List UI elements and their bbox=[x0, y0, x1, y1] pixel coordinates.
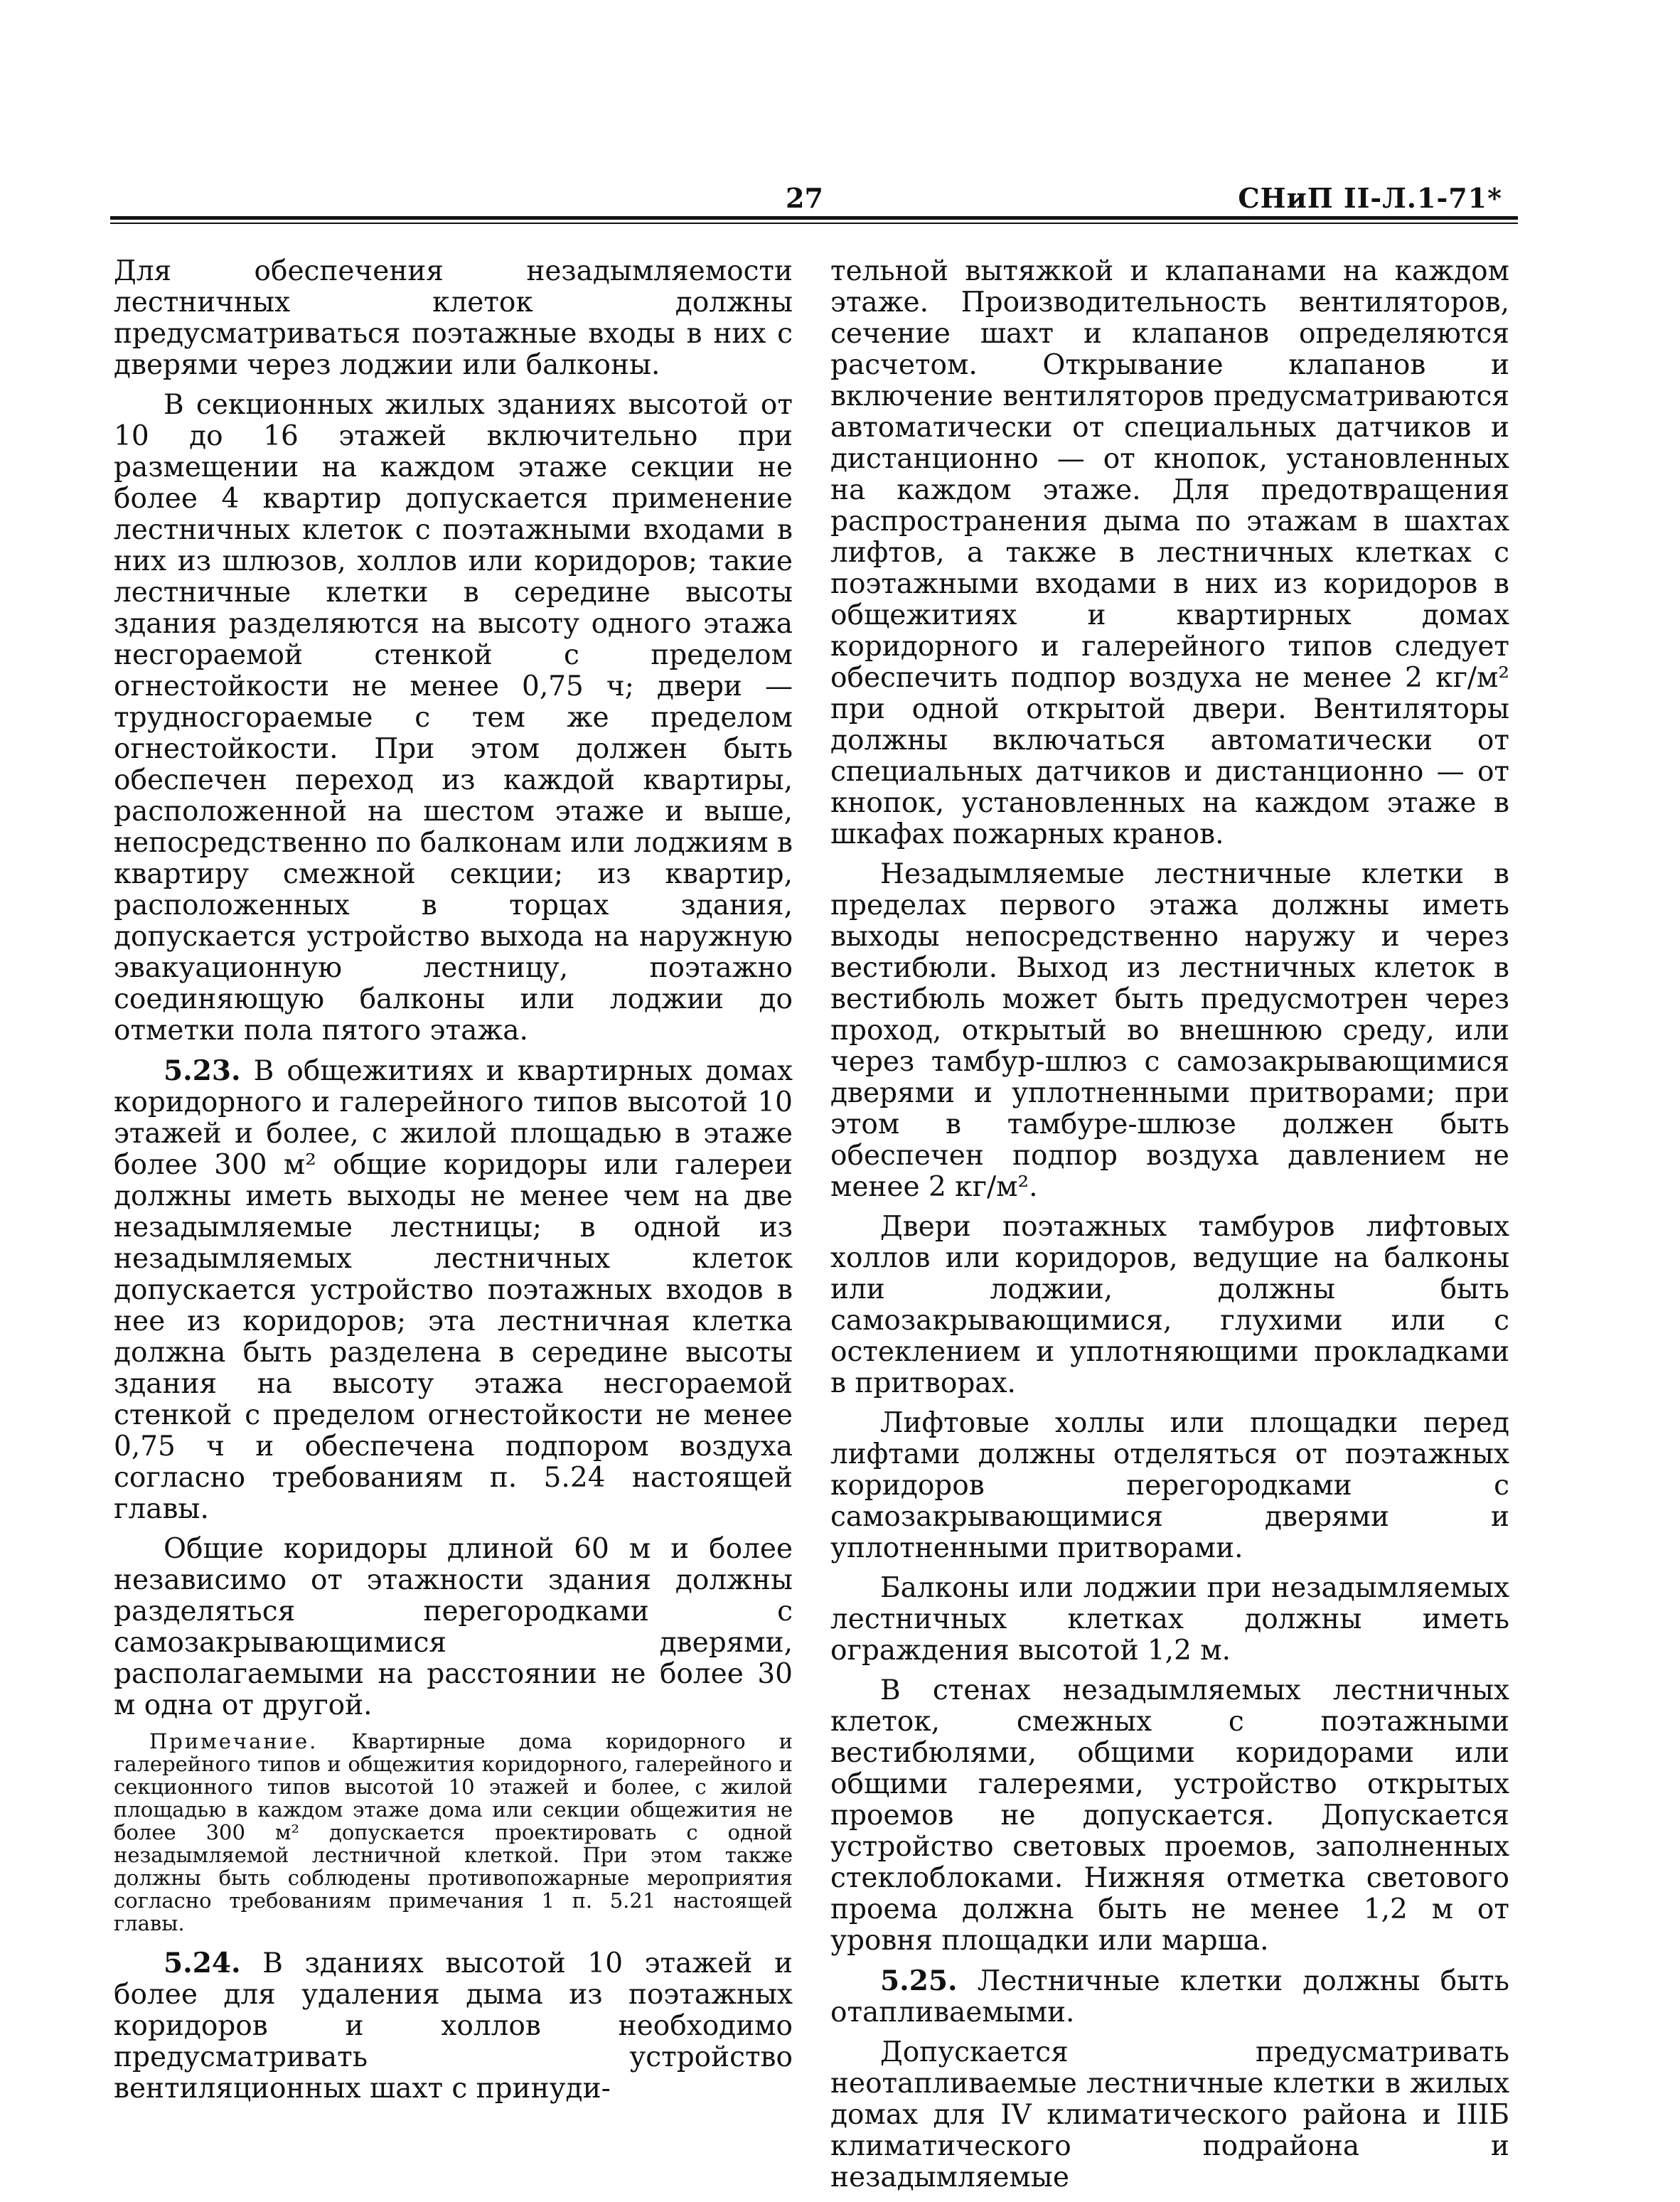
paragraph: Незадымляемые лестничные клетки в пределах первого этажа должны иметь выходы непосредственно наружу и через вестибюли. Выход из лестничных клеток в вестибюль может быть предусмотрен через проход, открытый во внешнюю среду, или через тамбур-шлюз с самозакрывающимися дверями и уплотненными притворами; при этом в тамбуре-шлюзе должен быть обеспечен подпор воздуха давлением не менее 2 кг/м². bbox=[830, 858, 1509, 1203]
paragraph: Балконы или лоджии при незадымляемых лестничных клетках должны иметь ограждения высотой 1,2 м. bbox=[830, 1572, 1509, 1667]
note bbox=[114, 1730, 793, 1935]
section-5-25 bbox=[830, 1965, 1509, 2029]
section-number: 5.24. bbox=[164, 1947, 241, 1979]
page-header bbox=[110, 178, 1518, 220]
note-text: Квартирные дома коридорного и галерейного типов и общежития коридорного, галерейного и секционного типов высотой 10 этажей и более, с жилой площадью в каждом этаже дома или секции общежития не более 300 м² допускается проектировать с одной незадымляемой лестничной клеткой. При этом также должны быть соблюдены противопожарные мероприятия согласно требованиям примечания 1 п. 5.21 настоящей главы. bbox=[114, 1729, 793, 1935]
left-column bbox=[114, 256, 793, 2113]
section-text: Лестничные клетки должны быть отапливаемыми. bbox=[830, 1965, 1509, 2029]
page-number: 27 bbox=[786, 182, 823, 214]
section-5-23 bbox=[114, 1055, 793, 1525]
right-column bbox=[830, 256, 1509, 2202]
section-5-24 bbox=[114, 1947, 793, 2105]
section-number: 5.23. bbox=[164, 1054, 241, 1087]
paragraph: Двери поэтажных тамбуров лифтовых холлов или коридоров, ведущие на балконы или лоджии, должны быть самозакрывающимися, глухими или с остеклением и уплотняющими прокладками в притворах. bbox=[830, 1211, 1509, 1399]
paragraph: В стенах незадымляемых лестничных клеток, смежных с поэтажными вестибюлями, общими коридорами или общими галереями, устройство открытых проемов не допускается. Допускается устройство световых проемов, заполненных стеклоблоками. Нижняя отметка светового проема должна быть не менее 1,2 м от уровня площадки или марша. bbox=[830, 1674, 1509, 1957]
section-number: 5.25. bbox=[880, 1965, 958, 1997]
section-text: В общежитиях и квартирных домах коридорного и галерейного типов высотой 10 этажей и более, с жилой площадью в этаже более 300 м² общие коридоры или галереи должны иметь выходы не менее чем на две незадымляемые лестницы; в одной из незадымляемых лестничных клеток допускается устройство поэтажных входов в нее из коридоров; эта лестничная клетка должна быть разделена в середине высоты здания на высоту этажа несгораемой стенкой с пределом огнестойкости не менее 0,75 ч и обеспечена подпором воздуха согласно требованиям п. 5.24 настоящей главы. bbox=[114, 1055, 793, 1525]
paragraph: В секционных жилых зданиях высотой от 10 до 16 этажей включительно при размещении на каждом этаже секции не более 4 квартир допускается применение лестничных клеток с поэтажными входами в них из шлюзов, холлов или коридоров; такие лестничные клетки в середине высоты здания разделяются на высоту одного этажа несгораемой стенкой с пределом огнестойкости не менее 0,75 ч; двери — трудносгораемые с тем же пределом огнестойкости. При этом должен быть обеспечен переход из каждой квартиры, расположенной на шестом этаже и выше, непосредственно по балконам или лоджиям в квартиру смежной секции; из квартир, расположенных в торцах здания, допускается устройство выхода на наружную эвакуационную лестницу, поэтажно соединяющую балконы или лоджии до отметки пола пятого этажа. bbox=[114, 389, 793, 1047]
paragraph: тельной вытяжкой и клапанами на каждом этаже. Производительность вентиляторов, сечение шахт и клапанов определяются расчетом. Открывание клапанов и включение вентиляторов предусматриваются автоматически от специальных датчиков и дистанционно — от кнопок, установленных на каждом этаже. Для предотвращения распространения дыма по этажам в шахтах лифтов, а также в лестничных клетках с поэтажными входами в них из коридоров в общежитиях и квартирных домах коридорного и галерейного типов следует обеспечить подпор воздуха не менее 2 кг/м² при одной открытой двери. Вентиляторы должны включаться автоматически от специальных датчиков и дистанционно — от кнопок, установленных на каждом этаже в шкафах пожарных кранов. bbox=[830, 255, 1509, 850]
paragraph: Общие коридоры длиной 60 м и более независимо от этажности здания должны разделяться перегородками с самозакрывающимися дверями, располагаемыми на расстоянии не более 30 м одна от другой. bbox=[114, 1533, 793, 1721]
header-rule-thin bbox=[110, 223, 1518, 224]
section-text: В зданиях высотой 10 этажей и более для удаления дыма из поэтажных коридоров и холлов необходимо предусматривать устройство вентиляционных шахт с принуди- bbox=[114, 1947, 793, 2105]
note-label: Примечание. bbox=[149, 1729, 319, 1753]
paragraph: Для обеспечения незадымляемости лестничных клеток должны предусматриваться поэтажные входы в них с дверями через лоджии или балконы. bbox=[114, 255, 793, 381]
paragraph: Лифтовые холлы или площадки перед лифтами должны отделяться от поэтажных коридоров перегородками с самозакрывающимися дверями и уплотненными притворами. bbox=[830, 1407, 1509, 1564]
header-rule-thick bbox=[110, 216, 1518, 220]
document-code: СНиП II-Л.1-71* bbox=[1238, 182, 1502, 214]
paragraph: Допускается предусматривать неотапливаемые лестничные клетки в жилых домах для IV климатического района и IIIБ климатического подрайона и незадымляемые bbox=[830, 2036, 1509, 2193]
